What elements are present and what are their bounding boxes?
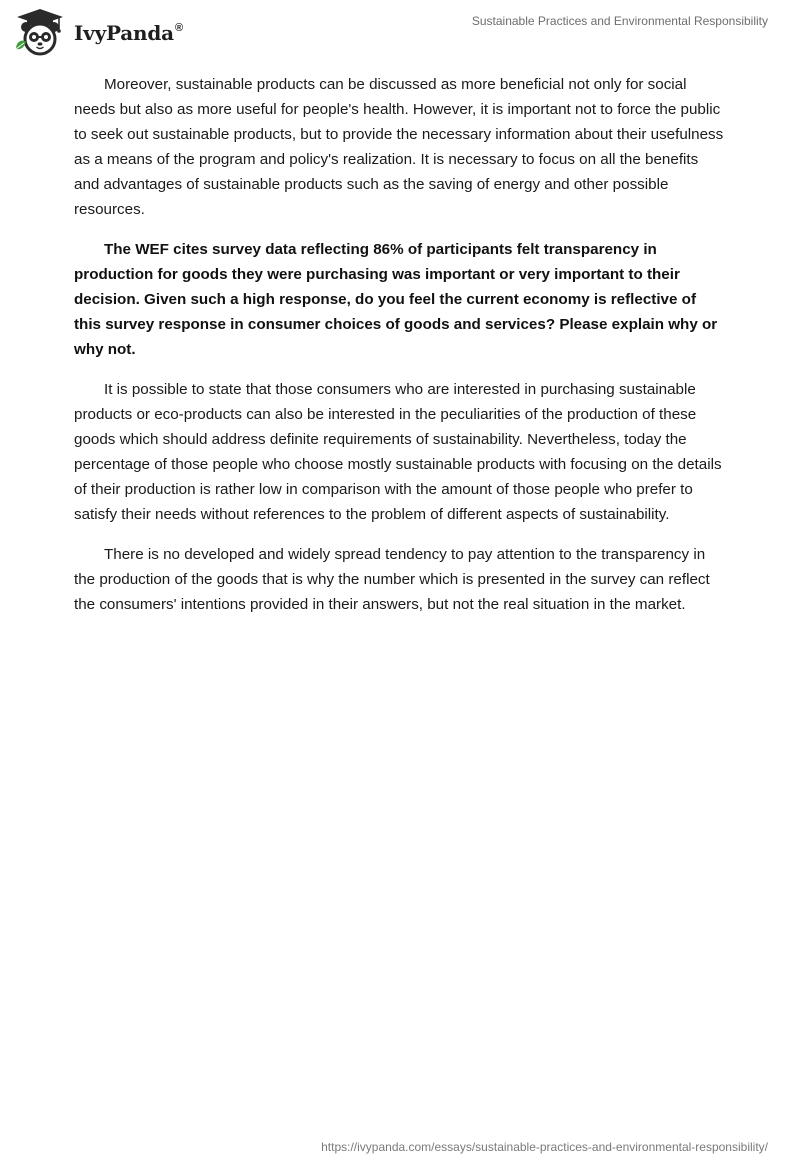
question-paragraph: The WEF cites survey data reflecting 86% of participants felt transparency in production for goods they were purchasing was important or very important to their decision. Given such a high response, do you feel the current economy is reflective of this survey response in consumer choices of goods and services? Please explain why or why not.	[74, 241, 718, 358]
paragraph: Moreover, sustainable products can be discussed as more beneficial not only for social needs but also as more useful for people's health. However, it is important not to force the public to seek out sustainable products, but to provide the necessary information about their usefulness as a means of the program and policy's realization. It is necessary to focus on all the benefits and advantages of sustainable products such as the saving of energy and other possible resources.	[74, 76, 724, 218]
running-title: Sustainable Practices and Environmental Responsibility	[471, 14, 768, 28]
page-header	[0, 0, 800, 60]
logo-name: IvyPanda	[74, 21, 174, 45]
registered-mark: ®	[174, 22, 183, 34]
footer-url[interactable]: https://ivypanda.com/essays/sustainable-practices-and-environmental-responsibility/	[321, 1140, 768, 1154]
paragraph: It is possible to state that those consumers who are interested in purchasing sustainable products or eco-products can also be interested in the peculiarities of the production of these goods which should address definite requirements of sustainability. Nevertheless, today the percentage of those people who choose mostly sustainable products with focusing on the details of their production is rather low in comparison with the amount of those people who prefer to satisfy their needs without references to the problem of different aspects of sustainability.	[74, 381, 722, 523]
paragraph: There is no developed and widely spread tendency to pay attention to the transparency in the production of the goods that is why the number which is presented in the survey can reflect the consumers' intentions provided in their answers, but not the real situation in the market.	[74, 546, 710, 613]
ivypanda-logo[interactable]	[14, 6, 183, 56]
essay-body	[74, 72, 724, 632]
panda-logo-icon	[14, 6, 66, 56]
logo-wordmark	[74, 21, 183, 45]
